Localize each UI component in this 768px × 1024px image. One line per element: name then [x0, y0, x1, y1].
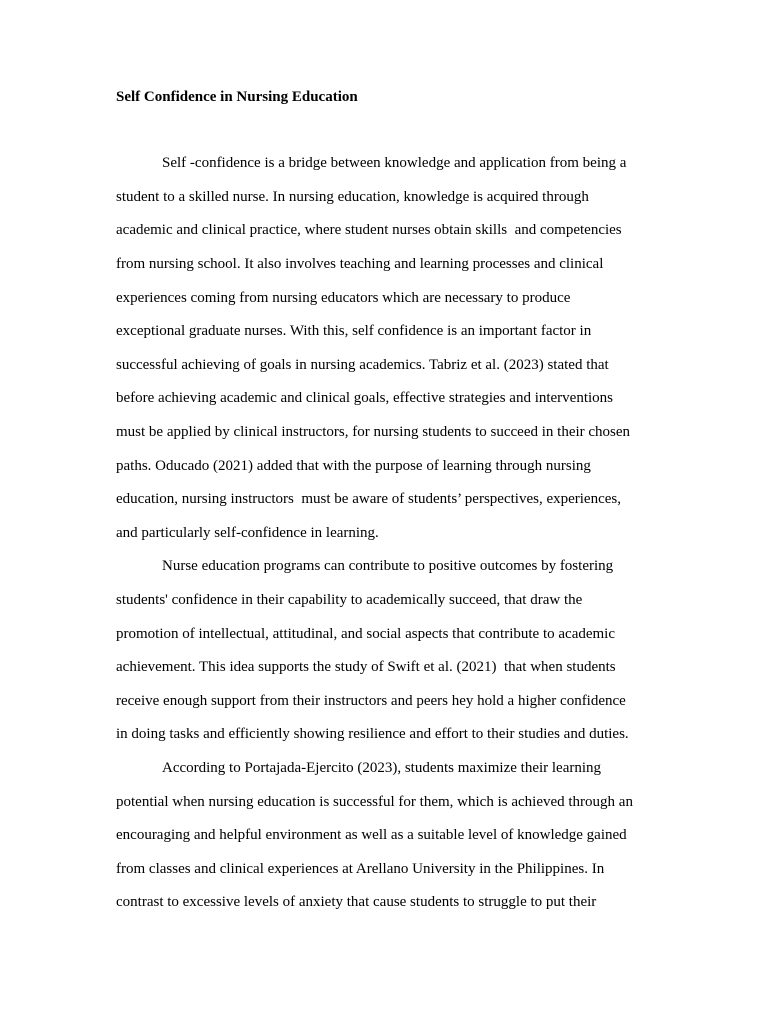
paragraph-line: Nurse education programs can contribute to positive outcomes by fostering — [162, 558, 614, 574]
paragraph-line: achievement. This idea supports the study of Swift et al. (2021) that when students — [116, 659, 616, 675]
paragraph-line: from nursing school. It also involves teaching and learning processes and clinical — [116, 256, 604, 272]
paragraph-line: must be applied by clinical instructors, for nursing students to succeed in their chosen — [116, 424, 631, 440]
paragraph-line: in doing tasks and efficiently showing resilience and effort to their studies and duties. — [116, 726, 629, 742]
paragraph-line: contrast to excessive levels of anxiety that cause students to struggle to put their — [116, 894, 597, 910]
paragraph-line: paths. Oducado (2021) added that with the purpose of learning through nursing — [116, 458, 591, 474]
paragraph-line: before achieving academic and clinical goals, effective strategies and interventions — [116, 390, 614, 406]
paragraph-line: student to a skilled nurse. In nursing education, knowledge is acquired through — [116, 189, 589, 205]
paragraph-line: successful achieving of goals in nursing academics. Tabriz et al. (2023) stated that — [116, 357, 609, 373]
document-title: Self Confidence in Nursing Education — [116, 89, 358, 105]
paragraph-line: academic and clinical practice, where student nurses obtain skills and competencies — [116, 222, 622, 238]
paragraph-line: encouraging and helpful environment as well as a suitable level of knowledge gained — [116, 827, 627, 843]
paragraph-line: from classes and clinical experiences at Arellano University in the Philippines. In — [116, 861, 605, 877]
paragraph-line: students' confidence in their capability to academically succeed, that draw the — [116, 592, 583, 608]
paragraph-line: According to Portajada-Ejercito (2023), students maximize their learning — [162, 760, 602, 776]
paragraph-line: receive enough support from their instructors and peers hey hold a higher confidence — [116, 693, 626, 709]
paragraph-line: Self -confidence is a bridge between knowledge and application from being a — [162, 155, 627, 171]
paragraph-line: promotion of intellectual, attitudinal, and social aspects that contribute to academic — [116, 626, 616, 642]
paragraph-line: education, nursing instructors must be aware of students’ perspectives, experiences, — [116, 491, 621, 507]
paragraph-line: and particularly self-confidence in learning. — [116, 525, 379, 541]
paragraph-line: exceptional graduate nurses. With this, self confidence is an important factor in — [116, 323, 592, 339]
paragraph-line: experiences coming from nursing educators which are necessary to produce — [116, 290, 571, 306]
paragraph-line: potential when nursing education is successful for them, which is achieved through an — [116, 794, 633, 810]
